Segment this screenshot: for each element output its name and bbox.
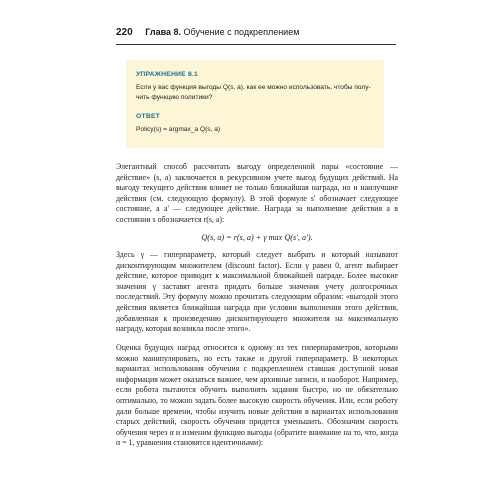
chapter-title: Обучение с подкреплением — [183, 27, 300, 37]
paragraph-3: Оценка будущих наград относится к одному из тех гиперпараметров, которыми можно манипулировать, но есть также и другой гиперпараметр. В некоторых вариантах использования обучения с подкреплением ставшая доступной новая информация может оказаться важнее, чем архивные записи, и наоборот. Например, если робота пытаются обучить выполнять задания быстро, но не обязательно оптимально, то можно задать более высокую скорость обучения. Или, если роботу дали больше времени, чтобы изучить новые действия в вариантах использования старых действий, скорость обучения придется уменьшить. Обозначим скорость обучения через α и изменим функцию выгоды (обратите внимание на то, что, когда α = 1, уравнения становятся идентичными): — [116, 343, 398, 448]
exercise-box — [126, 60, 384, 148]
exercise-question-line2: чить функцию политики? — [136, 94, 213, 101]
page-number: 220 — [116, 27, 133, 38]
running-header — [116, 27, 396, 43]
exercise-title: УПРАЖНЕНИЕ 8.1 — [136, 71, 199, 78]
paragraph-2: Здесь γ — гиперпараметр, который следует выбрать и который называют дисконтирующим множителем (discount factor). Если γ равен 0, агент выбирает действие, которое приводит к максимальной ближайшей награде. Более высокие значения γ заставят агента придать больше значения учету долгосрочных последствий. Эту формулу можно прочитать следующим образом: «выгодой этого действия является ближайшая награда при условии выполнения этого действия, добавленная к произведению дисконтирующего множителя на максимальную награду, которая возникла после этого». — [116, 250, 398, 334]
paragraph-3-block — [116, 343, 398, 449]
exercise-question-line1: Если у вас функция выгоды Q(s, a), как ее можно использовать, чтобы полу- — [136, 84, 371, 91]
paragraph-2-block — [116, 250, 398, 335]
formula: Q(s, a) = r(s, a) + γ max Q(s', a'). — [201, 233, 313, 242]
answer-text: Policy(s) = argmax_a Q(s, a) — [136, 126, 221, 133]
paragraph-1: Элегантный способ рассчитать выгоду определенной пары «состояние — действие» (s, a) заключается в рекурсивном учете выгод будущих действий. На выгоду текущего действия влияет не только ближайшая награда, но и наилучшие действия (см. следующую формулу). В этой формуле s' обозначает следующее состояние, а a' — следующее действие. Награда за выполнение действия a в состоянии s обозначается r(s, a): — [116, 162, 398, 224]
answer-title: ОТВЕТ — [136, 113, 161, 120]
paragraph-1-block — [116, 162, 398, 226]
header-rule — [116, 44, 396, 45]
chapter-heading — [145, 27, 299, 37]
chapter-label: Глава 8. — [145, 27, 182, 37]
